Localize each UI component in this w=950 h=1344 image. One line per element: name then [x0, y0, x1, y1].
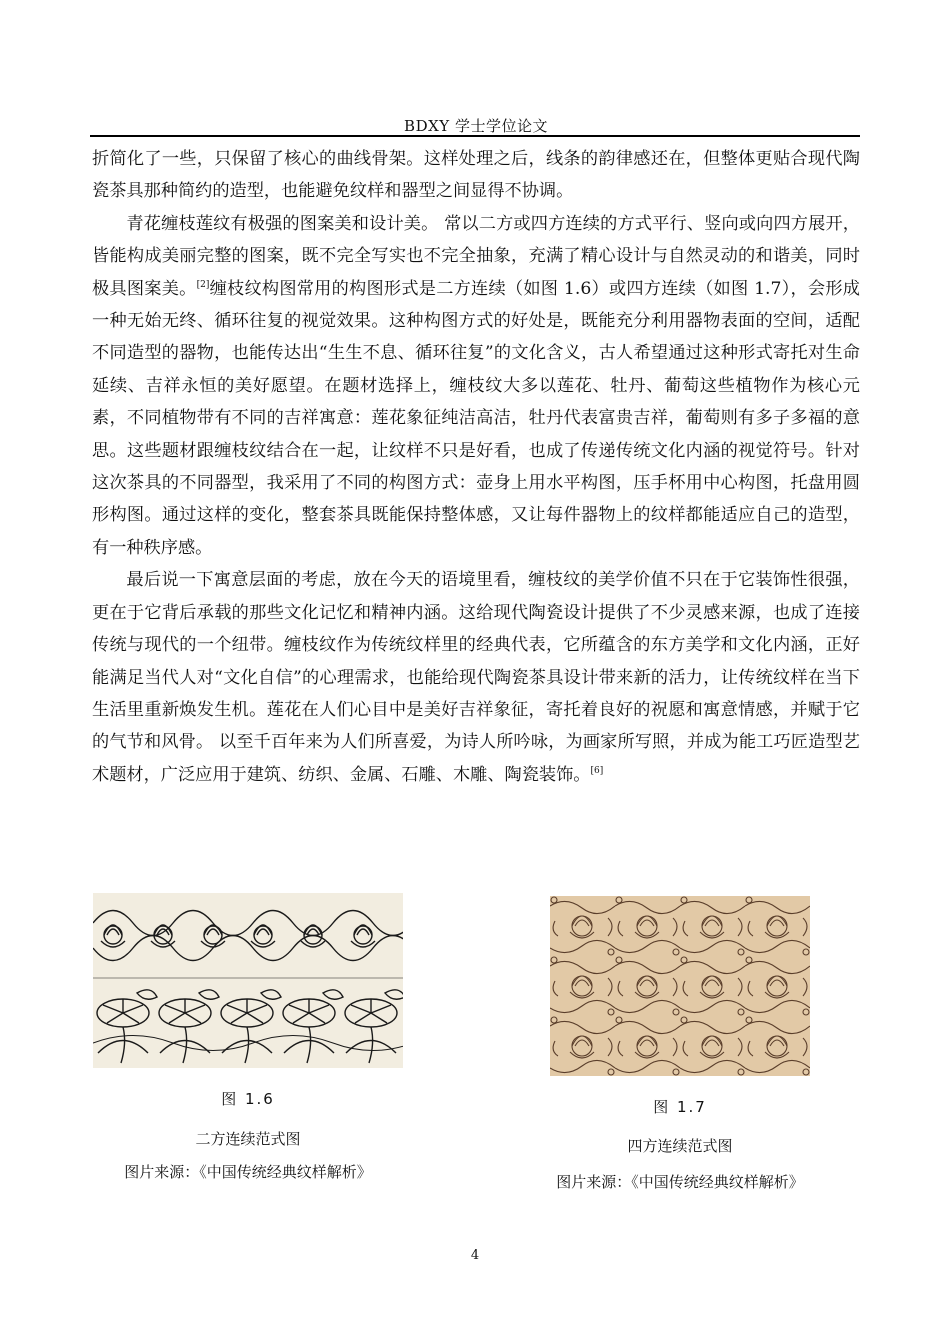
- header-rule: [90, 135, 860, 137]
- citation-2: [2]: [196, 279, 210, 290]
- figure-1-7-source: 图片来源：《中国传统经典纹样解析》: [556, 1173, 804, 1191]
- paragraph-2-text-a: 青花缠枝莲纹有极强的图案美和设计美。 常以二方或四方连续的方式平行、竖向或向四方展开， 皆能构成美丽完整的图案，既不完全写实也不完全抽象，充满了精心设计与自然灵动的和谐美，同时极具图案美。: [92, 213, 860, 299]
- four-way-continuous-pattern-image: [550, 896, 810, 1076]
- figure-1-6-source: 图片来源：《中国传统经典纹样解析》: [124, 1163, 372, 1181]
- paragraph-3-text-a: 最后说一下寓意层面的考虑，放在今天的语境里看，缠枝纹的美学价值不只在于它装饰性很强，更在于它背后承载的那些文化记忆和精神内涵。这给现代陶瓷设计提供了不少灵感来源，也成了连接传统与现代的一个纽带。缠枝纹作为传统纹样里的经典代表，它所蕴含的东方美学和文化内涵，正好能满足当代人对“文化自信”的心理需求，也能给现代陶瓷茶具设计带来新的活力，让传统纹样在当下生活里重新焕发生机。莲花在人们心目中是美好吉祥象征，寄托着良好的祝愿和寓意情感，并赋于它的气节和风骨。 以至千百年来为人们所喜爱，为诗人所吟咏，为画家所写照，并成为能工巧匠造型艺术题材，广泛应用于建筑、纺织、金属、石雕、木雕、陶瓷装饰。: [92, 570, 860, 785]
- figure-1-6: [90, 893, 406, 1183]
- two-way-continuous-pattern-image: [93, 893, 403, 1068]
- paragraph-3: [92, 564, 860, 791]
- citation-6: [6]: [590, 765, 604, 776]
- running-header: BDXY 学士学位论文: [404, 117, 548, 135]
- paragraph-1: [92, 143, 860, 208]
- figure-1-7-title: 四方连续范式图: [627, 1137, 733, 1155]
- paragraph-2: [92, 208, 860, 564]
- figure-1-6-number: 图 1.6: [221, 1090, 275, 1108]
- page-number: 4: [470, 1248, 480, 1263]
- figure-1-7-number: 图 1.7: [653, 1098, 707, 1116]
- paragraph-2-text-b: 缠枝纹构图常用的构图形式是二方连续（如图 1.6）或四方连续（如图 1.7），会形成一种无始无终、循环往复的视觉效果。这种构图方式的好处是，既能充分利用器物表面的空间，适配不同造型的器物，也能传达出“生生不息、循环往复”的文化含义，古人希望通过这种形式寄托对生命延续、吉祥永恒的美好愿望。在题材选择上，缠枝纹大多以莲花、牡丹、葡萄这些植物作为核心元素，不同植物带有不同的吉祥寓意：莲花象征纯洁高洁，牡丹代表富贵吉祥，葡萄则有多子多福的意思。这些题材跟缠枝纹结合在一起，让纹样不只是好看，也成了传递传统文化内涵的视觉符号。针对这次茶具的不同器型，我采用了不同的构图方式：壶身上用水平构图，压手杯用中心构图，托盘用圆形构图。通过这样的变化，整套茶具既能保持整体感，又让每件器物上的纹样都能适应自己的造型，有一种秩序感。: [92, 278, 860, 558]
- figure-1-7: [538, 896, 822, 1193]
- body-text: [92, 143, 860, 791]
- figure-1-6-title: 二方连续范式图: [195, 1130, 301, 1148]
- paragraph-1-text: 折简化了一些，只保留了核心的曲线骨架。这样处理之后，线条的韵律感还在，但整体更贴合现代陶瓷茶具那种简约的造型，也能避免纹样和器型之间显得不协调。: [92, 149, 860, 202]
